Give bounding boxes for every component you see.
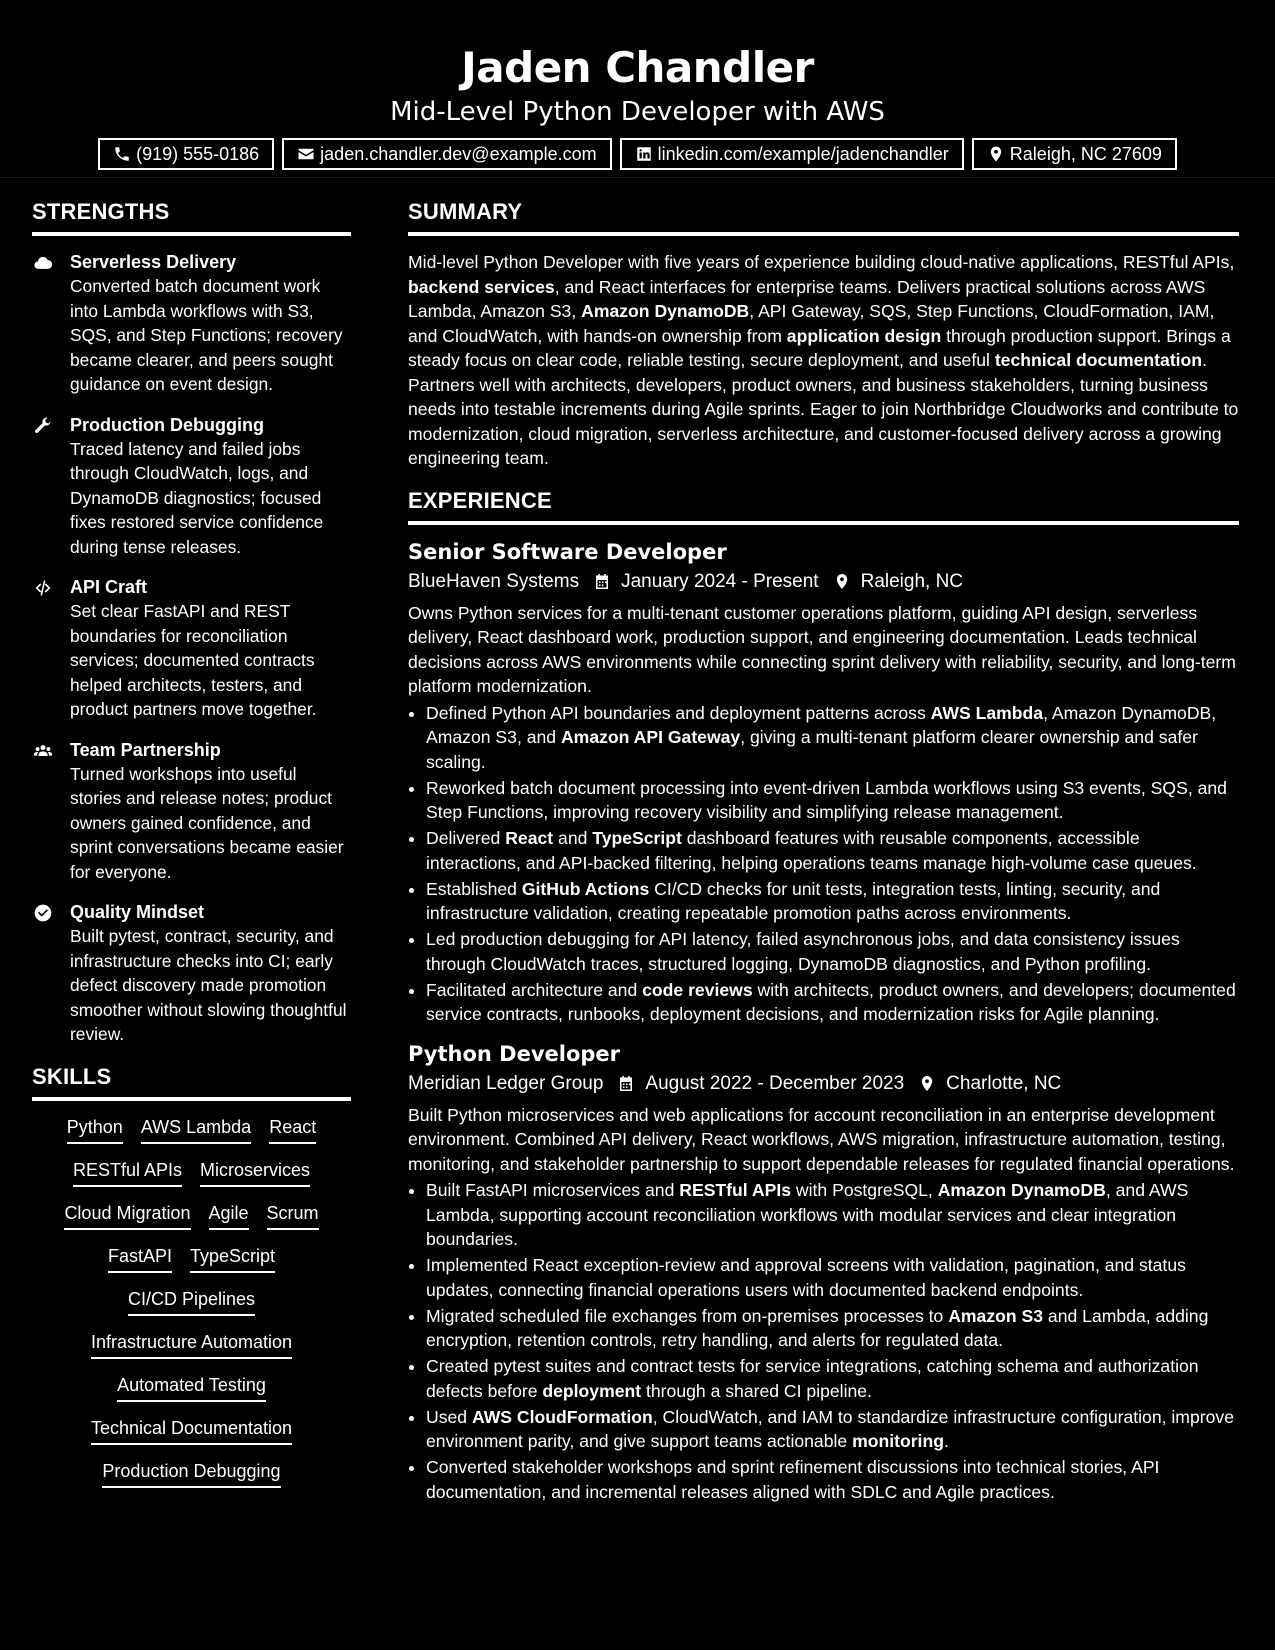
job-bullet: [426, 1178, 1239, 1252]
strength-item: [32, 900, 351, 1047]
job-bullet: [426, 1304, 1239, 1353]
skill-tag: Automated Testing: [117, 1373, 266, 1402]
job-bullet: [426, 776, 1239, 825]
contact-email[interactable]: [282, 138, 611, 170]
skill-tag: Production Debugging: [102, 1459, 280, 1488]
skill-row: [32, 1416, 351, 1445]
text-segment: Converted stakeholder workshops and sprint refinement discussions into technical stories, API documentation, and incremental releases aligned with SDLC and Agile practices.: [426, 1457, 1160, 1502]
map-pin-icon: [918, 1074, 936, 1093]
strength-text: Turned workshops into useful stories and release notes; product owners gained confidence, and sprint conversations became easier for everyone.: [70, 763, 344, 882]
contact-bar: [0, 138, 1275, 170]
text-segment: , CloudWatch, and IAM to standardize infrastructure configuration, improve environment parity, and give support teams actionable: [426, 1406, 1234, 1451]
job-location: Charlotte, NC: [946, 1072, 1062, 1094]
bold-keyword: GitHub Actions: [521, 878, 650, 899]
job-meta: [408, 1069, 1239, 1099]
code-icon: [32, 578, 54, 598]
strength-icon-wrap: [32, 900, 58, 1047]
calendar-icon: [617, 1074, 635, 1093]
experience-list: [408, 539, 1239, 1505]
text-segment: Mid-level Python Developer with five years of experience building cloud-native applications, RESTful APIs,: [408, 252, 1235, 272]
skill-tag: Python: [67, 1115, 123, 1144]
bold-keyword: AWS CloudFormation: [471, 1406, 653, 1427]
skills-heading: SKILLS: [32, 1063, 351, 1101]
strength-item: [32, 413, 351, 560]
phone-icon: [113, 145, 131, 163]
job-meta: [408, 567, 1239, 597]
skill-tag: Scrum: [267, 1201, 319, 1230]
check-circle-icon: [32, 903, 54, 923]
resume-body: [0, 178, 1275, 1514]
skill-tag: AWS Lambda: [141, 1115, 251, 1144]
strength-content: [70, 250, 351, 397]
skill-tag: TypeScript: [190, 1244, 275, 1273]
skill-row: [32, 1330, 351, 1359]
right-column: [408, 198, 1239, 1514]
phone-text: (919) 555-0186: [136, 144, 260, 164]
skill-tag: RESTful APIs: [73, 1158, 182, 1187]
job-bullets: [408, 701, 1239, 1027]
text-segment: through a shared CI pipeline.: [641, 1380, 872, 1401]
skill-row: [32, 1244, 351, 1273]
text-segment: , and React interfaces for enterprise teams. Delivers practical solutions across AWS Lambda, Amazon S3,: [408, 276, 1206, 321]
skill-tag: Microservices: [200, 1158, 310, 1187]
strength-text: Built pytest, contract, security, and infrastructure checks into CI; early defect discovery made promotion smoother without slowing thoughtful review.: [70, 926, 347, 1044]
skill-row: [32, 1287, 351, 1316]
text-segment: Built FastAPI microservices and: [426, 1180, 680, 1200]
job-bullet: [426, 1253, 1239, 1302]
strength-content: [70, 413, 351, 560]
job-dates: January 2024 - Present: [621, 570, 819, 592]
email-text: jaden.chandler.dev@example.com: [320, 144, 597, 164]
strength-icon-wrap: [32, 250, 58, 397]
job-company: BlueHaven Systems: [408, 570, 580, 592]
bold-keyword: application design: [786, 325, 942, 346]
strength-item: [32, 250, 351, 397]
bold-keyword: monitoring: [852, 1431, 944, 1451]
strength-title: Team Partnership: [70, 739, 221, 760]
envelope-icon: [297, 145, 315, 163]
skill-tag: React: [269, 1115, 316, 1144]
text-segment: Led production debugging for API latency, failed asynchronous jobs, and data consistency issues through CloudWatch traces, structured logging, DynamoDB diagnostics, and Python profiling.: [426, 929, 1180, 974]
strength-icon-wrap: [32, 575, 58, 722]
summary-heading: SUMMARY: [408, 198, 1239, 236]
skill-tag: FastAPI: [108, 1244, 172, 1273]
summary-text: [408, 250, 1239, 471]
bold-keyword: Amazon DynamoDB: [581, 301, 750, 321]
text-segment: , and AWS Lambda, supporting account reconciliation workflows with modular services and clear integration boundaries.: [426, 1180, 1189, 1249]
candidate-title: Mid-Level Python Developer with AWS: [390, 97, 885, 127]
strength-title: Production Debugging: [70, 414, 264, 435]
calendar-icon: [593, 572, 611, 591]
bold-keyword: Amazon S3: [948, 1305, 1044, 1326]
text-segment: with architects, product owners, and developers; documented service contracts, runbooks, deployment decisions, and modernization risks for Agile planning.: [426, 979, 1236, 1024]
job-location: Raleigh, NC: [860, 570, 964, 592]
job-entry: [408, 539, 1239, 1027]
bold-keyword: code reviews: [642, 979, 753, 1000]
text-segment: .: [943, 1431, 949, 1451]
contact-linkedin[interactable]: [620, 138, 964, 170]
job-bullet: [426, 1405, 1239, 1454]
strength-title: Quality Mindset: [70, 902, 205, 922]
bold-keyword: AWS Lambda: [930, 702, 1044, 723]
job-bullet: [426, 826, 1239, 875]
strength-content: [70, 738, 351, 885]
candidate-name: Jaden Chandler: [461, 43, 814, 92]
skill-row: [32, 1158, 351, 1187]
bold-keyword: Amazon API Gateway: [560, 727, 741, 747]
linkedin-icon: [635, 145, 653, 163]
left-column: [32, 198, 351, 1514]
users-icon: [32, 741, 54, 761]
text-segment: CI/CD checks for unit tests, integration tests, linting, security, and infrastructure validation, creating repeatable promotion paths across environments.: [426, 878, 1161, 923]
skill-tag: Agile: [209, 1201, 249, 1230]
skills-list: [32, 1115, 351, 1488]
skill-tag: Technical Documentation: [91, 1416, 292, 1445]
cloud-icon: [32, 253, 54, 273]
text-segment: Used: [426, 1406, 472, 1427]
job-bullet: [426, 978, 1239, 1027]
strength-text: Traced latency and failed jobs through CloudWatch, logs, and DynamoDB diagnostics; focused fixes restored service confidence during tense releases.: [70, 438, 324, 557]
strengths-list: [32, 250, 351, 1047]
strength-icon-wrap: [32, 738, 58, 885]
linkedin-text: linkedin.com/example/jadenchandler: [657, 144, 949, 164]
text-segment: Reworked batch document processing into event-driven Lambda workflows using S3 events, SQS, and Step Functions, improving recovery visibility and simplifying release management.: [426, 777, 1227, 822]
skill-tag: Infrastructure Automation: [91, 1330, 292, 1359]
strength-text: Converted batch document work into Lambda workflows with S3, SQS, and Step Functions; recovery became clearer, and peers sought guidance on event design.: [70, 276, 343, 394]
bold-keyword: backend services: [408, 276, 555, 297]
wrench-icon: [32, 416, 54, 436]
text-segment: Implemented React exception-review and approval screens with validation, pagination, and status updates, connecting financial operations users with documented backend endpoints.: [426, 1255, 1186, 1300]
text-segment: Established: [426, 878, 522, 899]
contact-phone: [98, 138, 274, 170]
job-title: Python Developer: [408, 1041, 621, 1066]
strength-item: [32, 738, 351, 885]
text-segment: dashboard features with reusable components, accessible interactions, and API-backed filtering, helping operations teams manage high-volume case queues.: [426, 828, 1197, 873]
text-segment: , giving a multi-tenant platform clearer ownership and safer scaling.: [426, 727, 1198, 772]
job-bullet: [426, 927, 1239, 976]
strength-icon-wrap: [32, 413, 58, 560]
skill-row: [32, 1201, 351, 1230]
skill-tag: Cloud Migration: [64, 1201, 190, 1230]
strength-title: Serverless Delivery: [70, 252, 237, 272]
text-segment: , API Gateway, SQS, Step Functions, CloudFormation, IAM, and CloudWatch, with hands-on ownership from: [408, 301, 1215, 346]
bold-keyword: TypeScript: [592, 828, 682, 848]
map-pin-icon: [987, 145, 1005, 163]
text-segment: through production support. Brings a steady focus on clear code, reliable testing, secure deployment, and useful: [408, 325, 1231, 370]
strength-content: [70, 900, 351, 1047]
job-bullets: [408, 1178, 1239, 1504]
resume-header: [0, 0, 1275, 178]
skill-row: [32, 1115, 351, 1144]
job-bullet: [426, 1455, 1239, 1504]
location-text: Raleigh, NC 27609: [1009, 144, 1162, 164]
text-segment: and: [553, 828, 593, 848]
job-bullet: [426, 1354, 1239, 1403]
bold-keyword: Amazon DynamoDB: [937, 1180, 1106, 1200]
text-segment: . Partners well with architects, developers, product owners, and business stakeholders, turning business needs into testable increments during Agile sprints. Eager to join Northbridge Cloudworks and contribute to modernization, cloud migration, serverless architecture, and customer-focused delivery across a growing engineering team.: [408, 350, 1239, 468]
bold-keyword: RESTful APIs: [679, 1180, 792, 1200]
bold-keyword: React: [505, 828, 554, 848]
skill-row: [32, 1459, 351, 1488]
text-segment: Migrated scheduled file exchanges from on-premises processes to: [426, 1305, 949, 1326]
experience-heading: EXPERIENCE: [408, 487, 1239, 525]
text-segment: Created pytest suites and contract tests for service integrations, catching schema and authorization defects before: [426, 1356, 1199, 1401]
job-title: Senior Software Developer: [408, 539, 727, 564]
text-segment: Delivered: [426, 828, 506, 848]
job-company: Meridian Ledger Group: [408, 1072, 604, 1094]
job-bullet: [426, 877, 1239, 926]
strength-content: [70, 575, 351, 722]
contact-location: [972, 138, 1177, 170]
job-description: Built Python microservices and web applications for account reconciliation in an enterprise development environment. Combined API delivery, React workflows, AWS migration, infrastructure automation, testing, monitoring, and stakeholder partnership to support dependable releases for regulated financial operations.: [408, 1104, 1235, 1174]
skill-row: [32, 1373, 351, 1402]
job-description: Owns Python services for a multi-tenant customer operations platform, guiding API design, serverless delivery, React dashboard work, production support, and engineering documentation. Leads technical decisions across AWS environments while connecting sprint delivery with reliability, security, and long-term platform modernization.: [408, 602, 1236, 696]
skill-tag: CI/CD Pipelines: [128, 1287, 255, 1316]
strength-title: API Craft: [70, 577, 148, 597]
text-segment: , Amazon DynamoDB, Amazon S3, and: [426, 702, 1217, 747]
bold-keyword: deployment: [542, 1380, 642, 1401]
text-segment: with PostgreSQL,: [791, 1180, 938, 1200]
job-dates: August 2022 - December 2023: [645, 1072, 905, 1094]
bold-keyword: technical documentation: [994, 350, 1203, 370]
text-segment: and Lambda, adding encryption, retention controls, retry handling, and alerts for regulated data.: [426, 1305, 1209, 1350]
strengths-heading: STRENGTHS: [32, 198, 351, 236]
strength-item: [32, 575, 351, 722]
job-bullet: [426, 701, 1239, 775]
text-segment: Facilitated architecture and: [426, 979, 643, 1000]
job-entry: [408, 1041, 1239, 1505]
strength-text: Set clear FastAPI and REST boundaries for reconciliation services; documented contracts helped architects, testers, and product partners move together.: [70, 601, 317, 719]
text-segment: Defined Python API boundaries and deployment patterns across: [426, 702, 931, 723]
map-pin-icon: [833, 572, 851, 591]
